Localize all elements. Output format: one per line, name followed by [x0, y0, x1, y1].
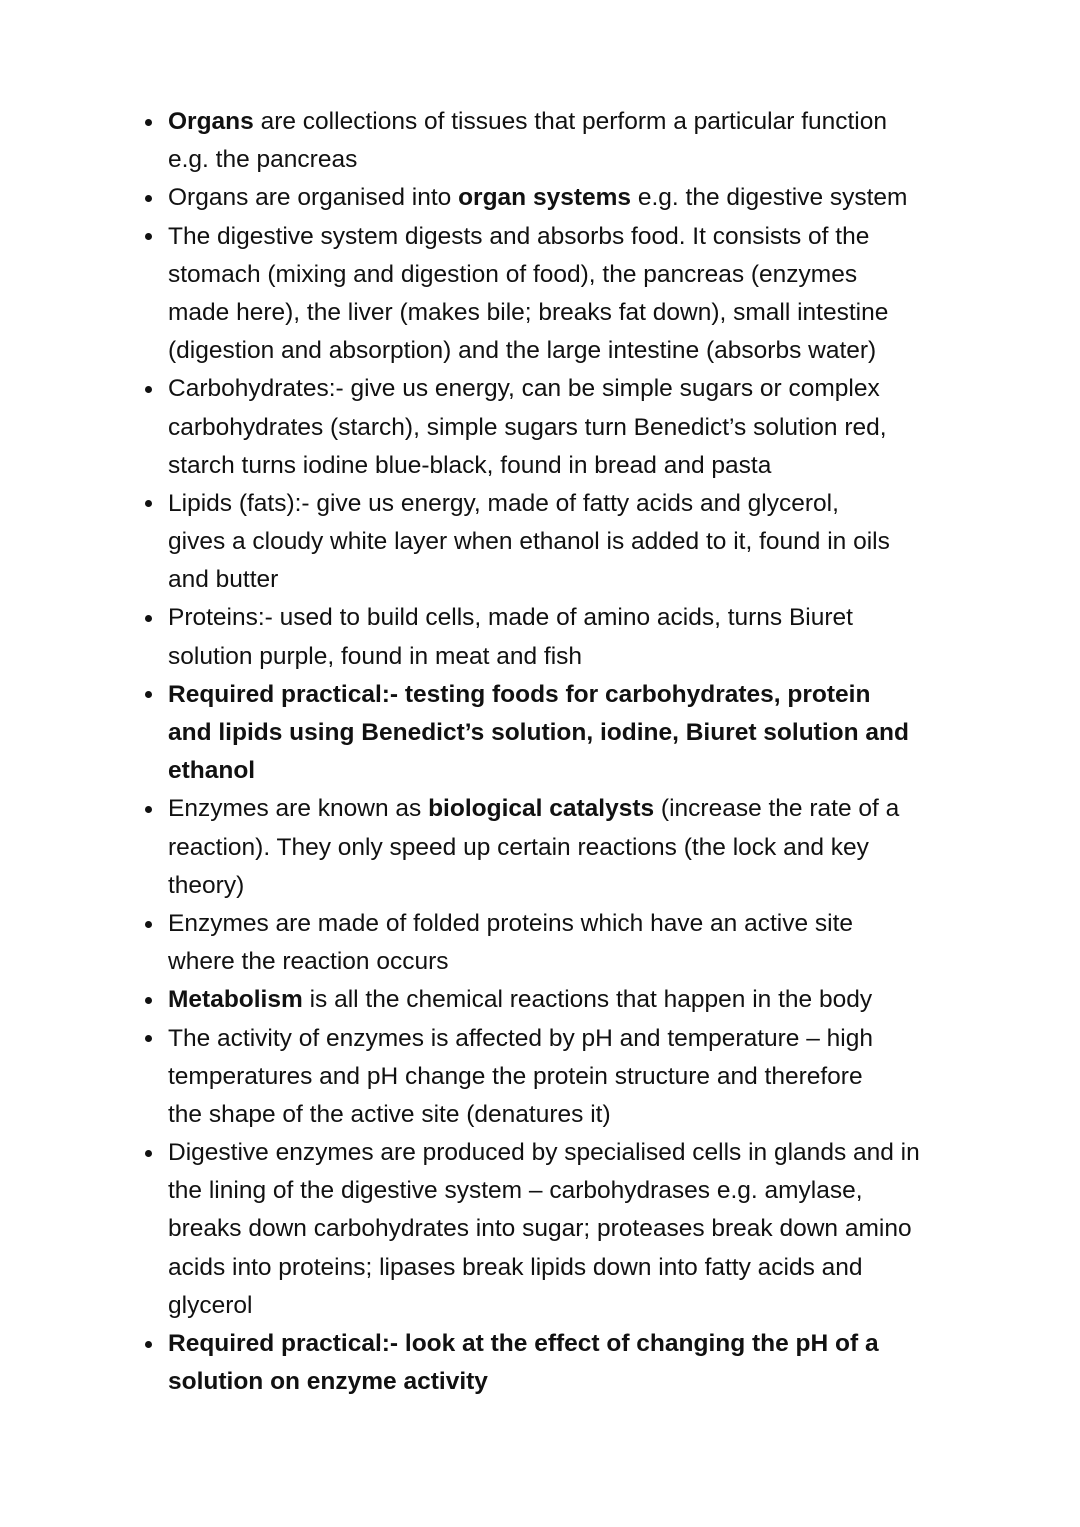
- text: e.g. the digestive system: [631, 184, 908, 212]
- bullet-icon: [141, 676, 155, 714]
- text: Digestive enzymes are produced by specialised cells in glands and in: [168, 1139, 920, 1167]
- bold-text: Required practical:- testing foods for carbohydrates, protein: [168, 680, 871, 708]
- text: (increase the rate of a: [654, 795, 900, 823]
- text-line: [168, 561, 1080, 599]
- bullet-icon: [141, 1134, 155, 1172]
- text: made here), the liver (makes bile; breaks fat down), small intestine: [168, 298, 889, 326]
- text-line: [168, 943, 1080, 981]
- text-line: [168, 981, 1080, 1019]
- bullet-icon: [141, 1325, 155, 1363]
- text-line: [168, 1210, 1080, 1248]
- list-item: [0, 981, 1080, 1019]
- text: carbohydrates (starch), simple sugars turn Benedict’s solution red,: [168, 413, 887, 441]
- text-line: [168, 676, 1080, 714]
- bold-text: solution on enzyme activity: [168, 1368, 488, 1396]
- text: reaction). They only speed up certain reactions (the lock and key: [168, 833, 869, 861]
- text: and butter: [168, 566, 279, 594]
- text-line: [168, 790, 1080, 828]
- text-line: [168, 1363, 1080, 1401]
- bullet-icon: [141, 1020, 155, 1058]
- bullet-icon: [141, 905, 155, 943]
- text: breaks down carbohydrates into sugar; proteases break down amino: [168, 1215, 912, 1243]
- text: e.g. the pancreas: [168, 146, 358, 174]
- text: Lipids (fats):- give us energy, made of fatty acids and glycerol,: [168, 489, 839, 517]
- bold-text: and lipids using Benedict’s solution, iodine, Biuret solution and: [168, 719, 909, 746]
- list-item: [0, 905, 1080, 981]
- text: acids into proteins; lipases break lipids down into fatty acids and: [168, 1253, 863, 1281]
- text-line: [168, 485, 1080, 523]
- list-item: [0, 1134, 1080, 1325]
- list-item: [0, 1020, 1080, 1135]
- text-line: [168, 638, 1080, 676]
- list-item: [0, 179, 1080, 217]
- text-line: [168, 1287, 1080, 1325]
- text-line: [168, 905, 1080, 943]
- bold-text: Required practical:- look at the effect of changing the pH of a: [168, 1330, 879, 1357]
- bold-text: biological catalysts: [428, 795, 655, 823]
- text-line: [168, 1020, 1080, 1058]
- list-item: [0, 790, 1080, 905]
- text: the lining of the digestive system – carbohydrases e.g. amylase,: [168, 1177, 863, 1205]
- text: theory): [168, 871, 245, 899]
- bullet-icon: [141, 790, 155, 828]
- text: Enzymes are known as: [168, 795, 429, 823]
- text-line: [168, 370, 1080, 408]
- text-line: [168, 752, 1080, 790]
- text-line: [168, 294, 1080, 332]
- text: are collections of tissues that perform a particular function: [253, 108, 888, 135]
- text: glycerol: [168, 1291, 253, 1319]
- text-line: [168, 1325, 1080, 1363]
- text-line: [168, 829, 1080, 867]
- list-item: [0, 1325, 1080, 1401]
- text: the shape of the active site (denatures it): [168, 1100, 611, 1128]
- bold-text: Metabolism: [168, 986, 303, 1014]
- text: Organs are organised into: [168, 184, 459, 212]
- text-line: [168, 103, 1080, 141]
- text-line: [168, 599, 1080, 637]
- text: solution purple, found in meat and fish: [168, 642, 583, 670]
- text: stomach (mixing and digestion of food), the pancreas (enzymes: [168, 260, 858, 288]
- bold-text: organ systems: [458, 184, 632, 212]
- bullet-icon: [141, 599, 155, 637]
- bullet-list: [0, 103, 1080, 1401]
- text-line: [168, 1058, 1080, 1096]
- bullet-icon: [141, 103, 155, 141]
- bullet-icon: [141, 981, 155, 1019]
- text: The activity of enzymes is affected by pH and temperature – high: [168, 1024, 873, 1052]
- list-item: [0, 485, 1080, 600]
- text: The digestive system digests and absorbs food. It consists of the: [168, 222, 870, 250]
- text-line: [168, 1096, 1080, 1134]
- bullet-icon: [141, 218, 155, 256]
- text: Carbohydrates:- give us energy, can be simple sugars or complex: [168, 375, 880, 403]
- text: Enzymes are made of folded proteins which have an active site: [168, 909, 854, 937]
- text-line: [168, 1134, 1080, 1172]
- bold-text: Organs: [168, 108, 254, 135]
- text: where the reaction occurs: [168, 948, 449, 976]
- text-line: [168, 1249, 1080, 1287]
- text-line: [168, 179, 1080, 217]
- text: starch turns iodine blue-black, found in bread and pasta: [168, 451, 772, 479]
- text: gives a cloudy white layer when ethanol is added to it, found in oils: [168, 528, 890, 556]
- bullet-icon: [141, 370, 155, 408]
- text: temperatures and pH change the protein structure and therefore: [168, 1062, 863, 1090]
- text-line: [168, 332, 1080, 370]
- text-line: [168, 523, 1080, 561]
- bold-text: ethanol: [168, 757, 256, 785]
- list-item: [0, 218, 1080, 371]
- list-item: [0, 676, 1080, 791]
- text: is all the chemical reactions that happen in the body: [302, 986, 873, 1014]
- text-line: [168, 714, 1080, 752]
- list-item: [0, 599, 1080, 675]
- text: Proteins:- used to build cells, made of amino acids, turns Biuret: [168, 604, 853, 632]
- text-line: [168, 409, 1080, 447]
- list-item: [0, 103, 1080, 179]
- text-line: [168, 141, 1080, 179]
- text-line: [168, 867, 1080, 905]
- text: (digestion and absorption) and the large intestine (absorbs water): [168, 337, 877, 365]
- list-item: [0, 370, 1080, 485]
- text-line: [168, 256, 1080, 294]
- text-line: [168, 218, 1080, 256]
- text-line: [168, 1172, 1080, 1210]
- bullet-icon: [141, 179, 155, 217]
- text-line: [168, 447, 1080, 485]
- bullet-icon: [141, 485, 155, 523]
